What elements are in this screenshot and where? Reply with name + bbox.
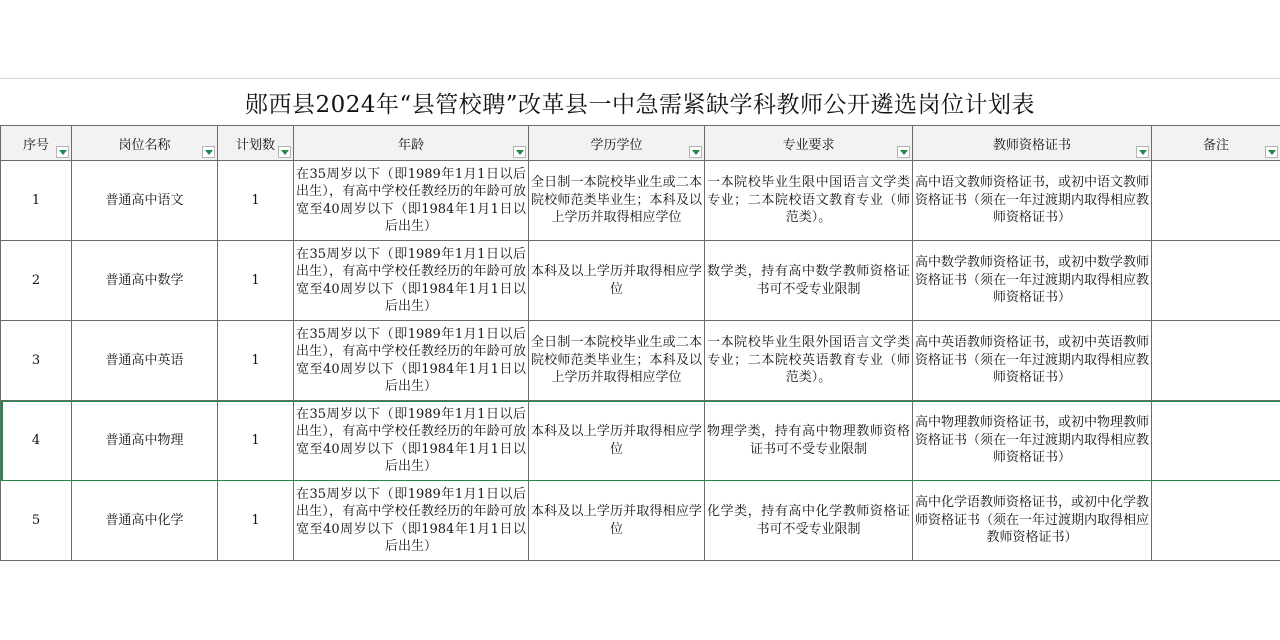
cell-remark[interactable] xyxy=(1152,161,1280,241)
cell-education[interactable]: 全日制一本院校毕业生或二本院校师范类毕业生；本科及以上学历并取得相应学位 xyxy=(529,321,705,401)
table-row xyxy=(1,161,1280,241)
cell-no[interactable]: 3 xyxy=(1,321,72,401)
cell-count[interactable]: 1 xyxy=(218,241,294,321)
table-row xyxy=(1,321,1280,401)
table-row-selected xyxy=(1,401,1280,481)
cell-remark[interactable] xyxy=(1152,321,1280,401)
cell-no[interactable]: 5 xyxy=(1,481,72,561)
filter-dropdown-icon[interactable] xyxy=(513,146,526,158)
cell-major[interactable]: 一本院校毕业生限外国语言文学类专业；二本院校英语教育专业（师范类）。 xyxy=(705,321,913,401)
cell-certificate[interactable]: 高中语文教师资格证书，或初中语文教师资格证书（须在一年过渡期内取得相应教师资格证书） xyxy=(913,161,1152,241)
cell-remark[interactable] xyxy=(1152,241,1280,321)
cell-position[interactable]: 普通高中物理 xyxy=(72,401,218,481)
header-no[interactable]: 序号 xyxy=(1,126,72,161)
filter-dropdown-icon[interactable] xyxy=(897,146,910,158)
filter-dropdown-icon[interactable] xyxy=(1136,146,1149,158)
header-certificate[interactable]: 教师资格证书 xyxy=(913,126,1152,161)
table-row xyxy=(1,241,1280,321)
cell-remark[interactable] xyxy=(1152,481,1280,561)
filter-dropdown-icon[interactable] xyxy=(202,146,215,158)
header-remark[interactable]: 备注 xyxy=(1152,126,1280,161)
filter-dropdown-icon[interactable] xyxy=(56,146,69,158)
header-major[interactable]: 专业要求 xyxy=(705,126,913,161)
filter-dropdown-icon[interactable] xyxy=(1265,146,1278,158)
header-position[interactable]: 岗位名称 xyxy=(72,126,218,161)
cell-education[interactable]: 本科及以上学历并取得相应学位 xyxy=(529,241,705,321)
cell-major[interactable]: 物理学类，持有高中物理教师资格证书可不受专业限制 xyxy=(705,401,913,481)
table-title: 郧西县2024年“县管校聘”改革县一中急需紧缺学科教师公开遴选岗位计划表 xyxy=(244,91,1036,118)
cell-count[interactable]: 1 xyxy=(218,481,294,561)
cell-age[interactable]: 在35周岁以下（即1989年1月1日以后出生），有高中学校任教经历的年龄可放宽至40周岁以下（即1984年1月1日以后出生） xyxy=(294,161,529,241)
cell-count[interactable]: 1 xyxy=(218,321,294,401)
cell-no[interactable]: 2 xyxy=(1,241,72,321)
cell-age[interactable]: 在35周岁以下（即1989年1月1日以后出生），有高中学校任教经历的年龄可放宽至40周岁以下（即1984年1月1日以后出生） xyxy=(294,481,529,561)
cell-count[interactable]: 1 xyxy=(218,401,294,481)
header-education[interactable]: 学历学位 xyxy=(529,126,705,161)
cell-position[interactable]: 普通高中数学 xyxy=(72,241,218,321)
cell-age[interactable]: 在35周岁以下（即1989年1月1日以后出生），有高中学校任教经历的年龄可放宽至40周岁以下（即1984年1月1日以后出生） xyxy=(294,401,529,481)
cell-certificate[interactable]: 高中化学语教师资格证书，或初中化学教师资格证书（须在一年过渡期内取得相应教师资格证书） xyxy=(913,481,1152,561)
cell-certificate[interactable]: 高中英语教师资格证书，或初中英语教师资格证书（须在一年过渡期内取得相应教师资格证书） xyxy=(913,321,1152,401)
cell-major[interactable]: 数学类，持有高中数学教师资格证书可不受专业限制 xyxy=(705,241,913,321)
header-count[interactable]: 计划数 xyxy=(218,126,294,161)
cell-position[interactable]: 普通高中语文 xyxy=(72,161,218,241)
spreadsheet xyxy=(0,78,1280,561)
cell-education[interactable]: 全日制一本院校毕业生或二本院校师范类毕业生；本科及以上学历并取得相应学位 xyxy=(529,161,705,241)
table-row xyxy=(1,481,1280,561)
cell-no[interactable]: 4 xyxy=(1,401,72,481)
header-row xyxy=(1,126,1280,161)
cell-major[interactable]: 化学类，持有高中化学教师资格证书可不受专业限制 xyxy=(705,481,913,561)
cell-certificate[interactable]: 高中物理教师资格证书，或初中物理教师资格证书（须在一年过渡期内取得相应教师资格证书） xyxy=(913,401,1152,481)
recruitment-plan-table xyxy=(0,125,1280,561)
cell-position[interactable]: 普通高中化学 xyxy=(72,481,218,561)
header-age[interactable]: 年龄 xyxy=(294,126,529,161)
cell-certificate[interactable]: 高中数学教师资格证书，或初中数学教师资格证书（须在一年过渡期内取得相应教师资格证书） xyxy=(913,241,1152,321)
cell-age[interactable]: 在35周岁以下（即1989年1月1日以后出生），有高中学校任教经历的年龄可放宽至40周岁以下（即1984年1月1日以后出生） xyxy=(294,241,529,321)
cell-position[interactable]: 普通高中英语 xyxy=(72,321,218,401)
cell-count[interactable]: 1 xyxy=(218,161,294,241)
filter-dropdown-icon[interactable] xyxy=(689,146,702,158)
cell-education[interactable]: 本科及以上学历并取得相应学位 xyxy=(529,481,705,561)
cell-education[interactable]: 本科及以上学历并取得相应学位 xyxy=(529,401,705,481)
cell-major[interactable]: 一本院校毕业生限中国语言文学类专业；二本院校语文教育专业（师范类）。 xyxy=(705,161,913,241)
cell-no[interactable]: 1 xyxy=(1,161,72,241)
filter-dropdown-icon[interactable] xyxy=(278,146,291,158)
cell-remark[interactable] xyxy=(1152,401,1280,481)
cell-age[interactable]: 在35周岁以下（即1989年1月1日以后出生），有高中学校任教经历的年龄可放宽至40周岁以下（即1984年1月1日以后出生） xyxy=(294,321,529,401)
